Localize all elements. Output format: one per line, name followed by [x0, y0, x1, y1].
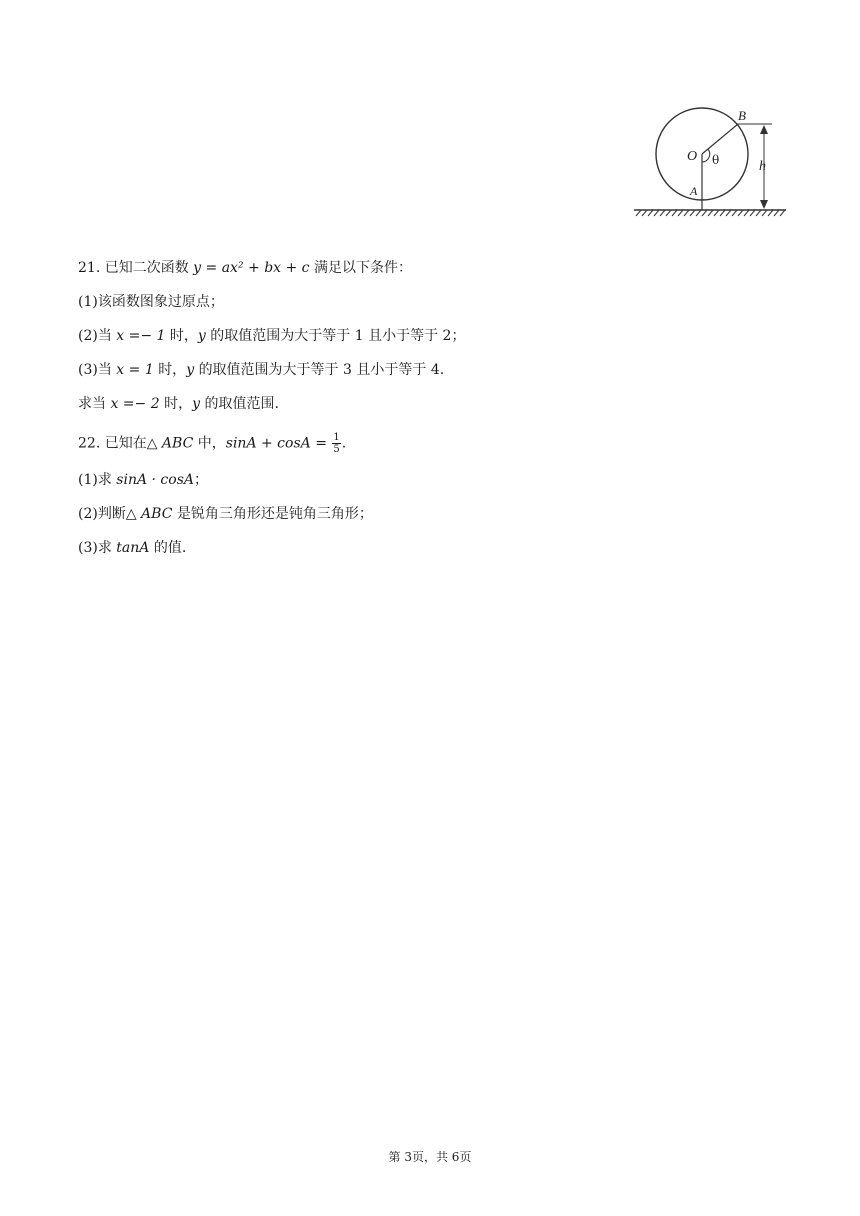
q22-p3-expr: tanA	[116, 540, 150, 556]
q21-ask-mid: 时，	[164, 396, 193, 412]
q21-ask-var: y	[192, 396, 200, 412]
q21-c2-pre: (2)当	[78, 328, 112, 344]
q21-number: 21.	[78, 260, 101, 276]
label-theta: θ	[712, 153, 720, 167]
q22-p2-pre: (2)判断	[78, 506, 126, 522]
q21-ask-cond: x =− 2	[110, 396, 160, 412]
q22-p3-pre: (3)求	[78, 540, 112, 556]
q22-p1-expr: sinA · cosA	[116, 472, 195, 488]
label-A: A	[690, 184, 698, 198]
q22-p1-end: ；	[194, 472, 209, 488]
page-footer: 第 3页，共 6页	[388, 1150, 472, 1164]
q22-expr: sinA + cosA =	[225, 435, 327, 452]
q21-c3-pre: (3)当	[78, 362, 112, 378]
q22-intro	[78, 432, 346, 455]
q21-c2-cond: x =− 1	[116, 328, 166, 344]
q21-condition-2	[78, 326, 465, 346]
q22-intro-text: 已知在	[104, 435, 147, 452]
q22-p3-tail: 的值.	[153, 540, 187, 556]
q21-intro-tail: 满足以下条件：	[313, 260, 412, 276]
wheel-diagram	[630, 104, 790, 222]
label-O: O	[687, 149, 698, 164]
q21-c3-mid: 时，	[158, 362, 187, 378]
h-arrow-down	[760, 200, 768, 209]
q21-c2-var: y	[197, 328, 206, 344]
q21-ask-pre: 求当	[78, 396, 106, 412]
q21-c3-tail: 的取值范围为大于等于 3 且小于等于 4.	[198, 362, 445, 378]
q21-c3-cond: x = 1	[116, 362, 154, 378]
q21-condition-3	[78, 360, 444, 380]
q22-frac-den: 5	[333, 444, 340, 455]
q22-fraction	[332, 432, 340, 455]
q22-number: 22.	[78, 435, 101, 452]
q21-c3-var: y	[186, 362, 195, 378]
q22-intro-mid: 中，	[197, 435, 226, 452]
q21-formula: y = ax² + bx + c	[193, 260, 310, 276]
q21-ask	[78, 394, 279, 414]
h-arrow-up	[760, 125, 768, 134]
q22-p2-tri: △ ABC	[125, 506, 173, 522]
q22-p2-tail: 是锐角三角形还是钝角三角形；	[176, 506, 373, 522]
q22-p1-pre: (1)求	[78, 472, 112, 488]
q21-intro	[78, 258, 412, 278]
ground-hatch	[636, 210, 785, 216]
q22-part-1	[78, 470, 208, 490]
q22-triangle: △ ABC	[146, 435, 194, 452]
q22-part-3	[78, 538, 186, 558]
q21-condition-1	[78, 292, 224, 312]
q21-intro-text: 已知二次函数	[104, 260, 189, 276]
q21-c2-mid: 时，	[169, 328, 198, 344]
q21-c2-tail: 的取值范围为大于等于 1 且小于等于 2；	[210, 328, 466, 344]
radius-OB	[702, 124, 738, 154]
q21-c1-text: (1)该函数图象过原点；	[78, 294, 224, 310]
q22-part-2	[78, 504, 373, 524]
q22-intro-end: .	[341, 435, 347, 452]
q22-frac-num: 1	[333, 432, 340, 443]
label-h: h	[759, 159, 766, 174]
label-B: B	[738, 108, 746, 123]
q21-ask-tail: 的取值范围.	[204, 396, 279, 412]
